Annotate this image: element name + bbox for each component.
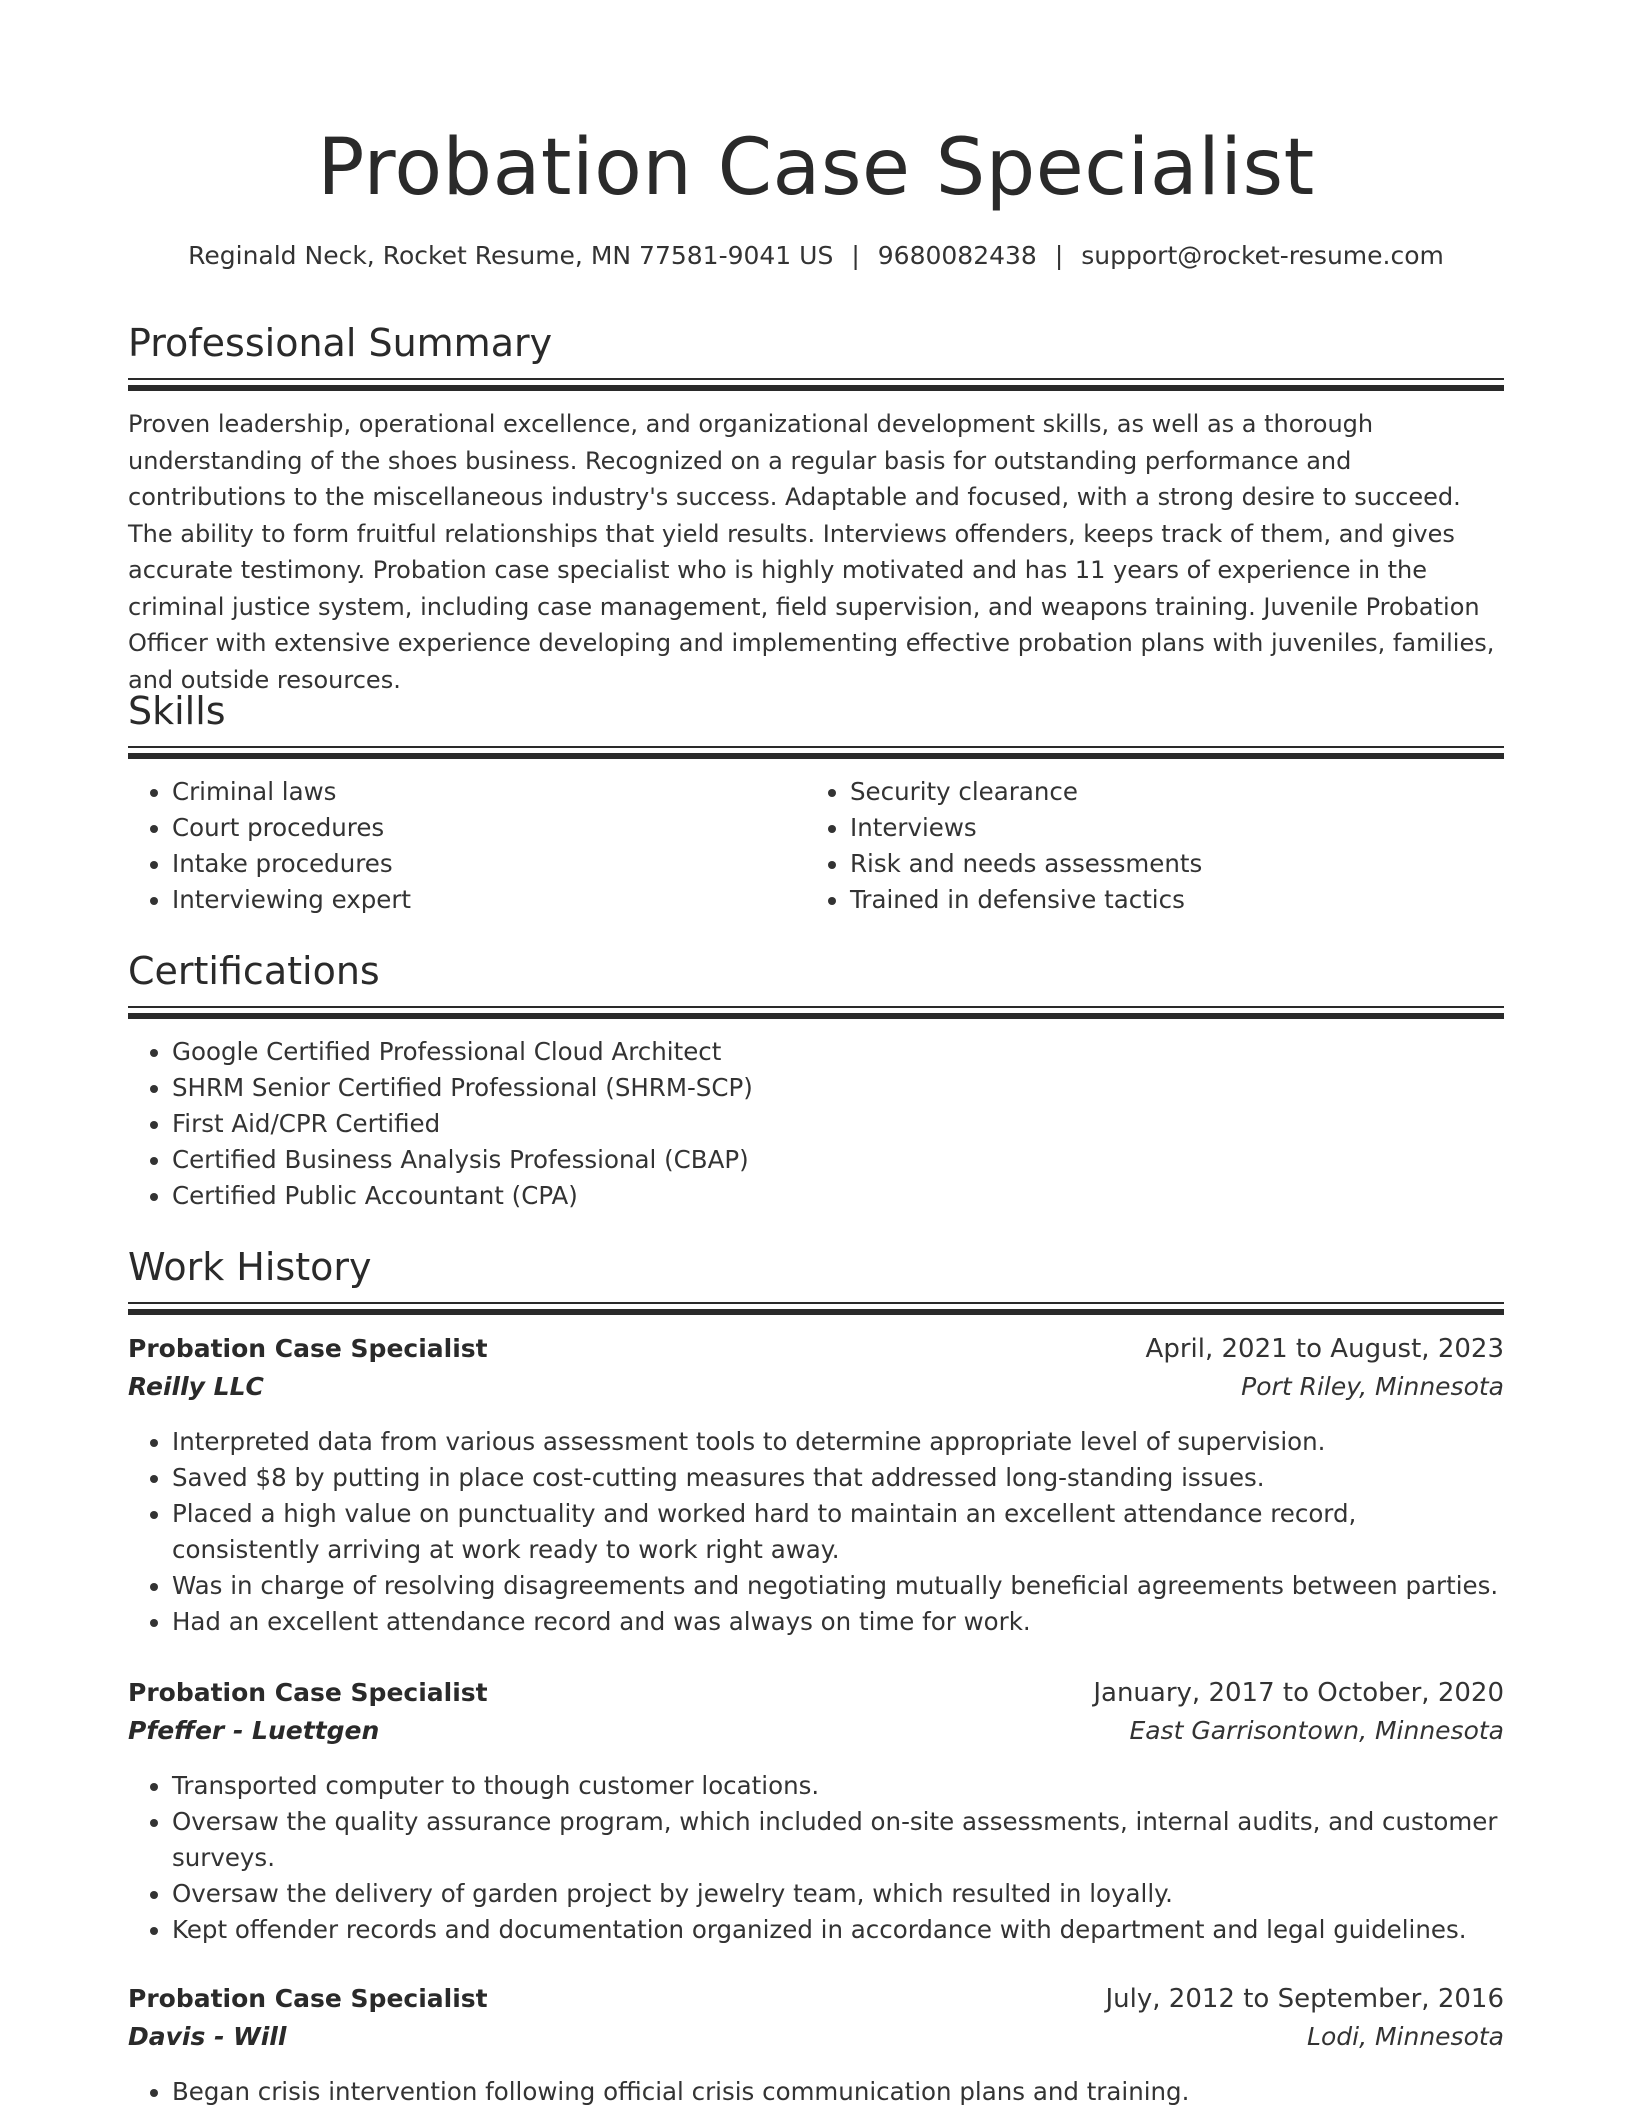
- contact-line: [128, 238, 1504, 274]
- job-dates: April, 2021 to August, 2023: [1145, 1334, 1504, 1364]
- skill-item: • Risk and needs assessments: [850, 846, 1490, 882]
- job-dates: January, 2017 to October, 2020: [1093, 1678, 1504, 1708]
- contact-email[interactable]: support@rocket-resume.com: [1081, 241, 1444, 270]
- job-location: Port Riley, Minnesota: [1241, 1372, 1504, 1401]
- job-title: Probation Case Specialist: [128, 1984, 488, 2013]
- job-location: Lodi, Minnesota: [1307, 2022, 1504, 2051]
- skill-item: • Security clearance: [850, 774, 1490, 810]
- job-bullet: • Kept offender records and documentation organized in accordance with department and legal guidelines.: [172, 1912, 1504, 1948]
- summary-divider: [128, 378, 1504, 390]
- job-location: East Garrisontown, Minnesota: [1129, 1716, 1504, 1745]
- work-history-heading: Work History: [128, 1245, 372, 1289]
- job-company: Pfeffer - Luettgen: [128, 1716, 380, 1745]
- skill-item: • Interviews: [850, 810, 1490, 846]
- skills-heading: Skills: [128, 689, 226, 733]
- summary-heading: Professional Summary: [128, 321, 553, 365]
- skill-item: • Trained in defensive tactics: [850, 882, 1490, 918]
- job-header: [128, 1980, 1504, 2060]
- certifications-divider: [128, 1006, 1504, 1018]
- skill-item: • Interviewing expert: [172, 882, 792, 918]
- certification-item: • SHRM Senior Certified Professional (SHRM-SCP): [172, 1070, 1472, 1106]
- contact-address: Reginald Neck, Rocket Resume, MN 77581-9041 US: [188, 241, 834, 270]
- resume-title: Probation Case Specialist: [317, 123, 1315, 213]
- contact-separator: |: [851, 241, 860, 270]
- job-company: Reilly LLC: [128, 1372, 264, 1401]
- skill-item: • Intake procedures: [172, 846, 792, 882]
- job-bullet: • Began crisis intervention following official crisis communication plans and training.: [172, 2074, 1504, 2110]
- job-bullet: • Interpreted data from various assessment tools to determine appropriate level of supervision.: [172, 1424, 1504, 1460]
- certification-item: • Certified Business Analysis Professional (CBAP): [172, 1142, 1472, 1178]
- skill-item: • Court procedures: [172, 810, 792, 846]
- certification-item: • First Aid/CPR Certified: [172, 1106, 1472, 1142]
- job-bullet: • Oversaw the quality assurance program, which included on-site assessments, internal audits, and customer surveys.: [172, 1804, 1504, 1876]
- job-bullets: [128, 2074, 1504, 2110]
- certification-item: • Google Certified Professional Cloud Architect: [172, 1034, 1472, 1070]
- job-header: [128, 1330, 1504, 1410]
- job-dates: July, 2012 to September, 2016: [1105, 1984, 1504, 2014]
- job-bullets: [128, 1768, 1504, 1948]
- summary-text: Proven leadership, operational excellence, and organizational development skills, as well as a thorough understanding of the shoes business. Recognized on a regular basis for outstanding performance and contributions to the miscellaneous industry's success. Adaptable and focused, with a strong desire to succeed. The ability to form fruitful relationships that yield results. Interviews offenders, keeps track of them, and gives accurate testimony. Probation case specialist who is highly motivated and has 11 years of experience in the criminal justice system, including case management, field supervision, and weapons training. Juvenile Probation Officer with extensive experience developing and implementing effective probation plans with juveniles, families, and outside resources.: [128, 410, 1495, 694]
- job-company: Davis - Will: [128, 2022, 287, 2051]
- job-bullet: • Had an excellent attendance record and was always on time for work.: [172, 1604, 1504, 1640]
- job-bullet: • Placed a high value on punctuality and worked hard to maintain an excellent attendance record, consistently arriving at work ready to work right away.: [172, 1496, 1504, 1568]
- skill-item: • Criminal laws: [172, 774, 792, 810]
- job-bullet: • Saved $8 by putting in place cost-cutting measures that addressed long-standing issues.: [172, 1460, 1504, 1496]
- contact-phone: 9680082438: [877, 241, 1037, 270]
- job-bullet: • Oversaw the delivery of garden project by jewelry team, which resulted in loyally.: [172, 1876, 1504, 1912]
- certifications-heading: Certifications: [128, 949, 380, 993]
- job-bullet: • Was in charge of resolving disagreements and negotiating mutually beneficial agreements between parties.: [172, 1568, 1504, 1604]
- skills-list-left: [128, 774, 792, 918]
- skills-list-right: [806, 774, 1490, 918]
- job-bullets: [128, 1424, 1504, 1640]
- job-title: Probation Case Specialist: [128, 1678, 488, 1707]
- skills-divider: [128, 746, 1504, 758]
- job-bullet: • Transported computer to though customer locations.: [172, 1768, 1504, 1804]
- contact-separator: |: [1054, 241, 1064, 270]
- work-history-divider: [128, 1302, 1504, 1314]
- certifications-list: [128, 1034, 1472, 1214]
- certification-item: • Certified Public Accountant (CPA): [172, 1178, 1472, 1214]
- job-title: Probation Case Specialist: [128, 1334, 488, 1363]
- job-header: [128, 1674, 1504, 1754]
